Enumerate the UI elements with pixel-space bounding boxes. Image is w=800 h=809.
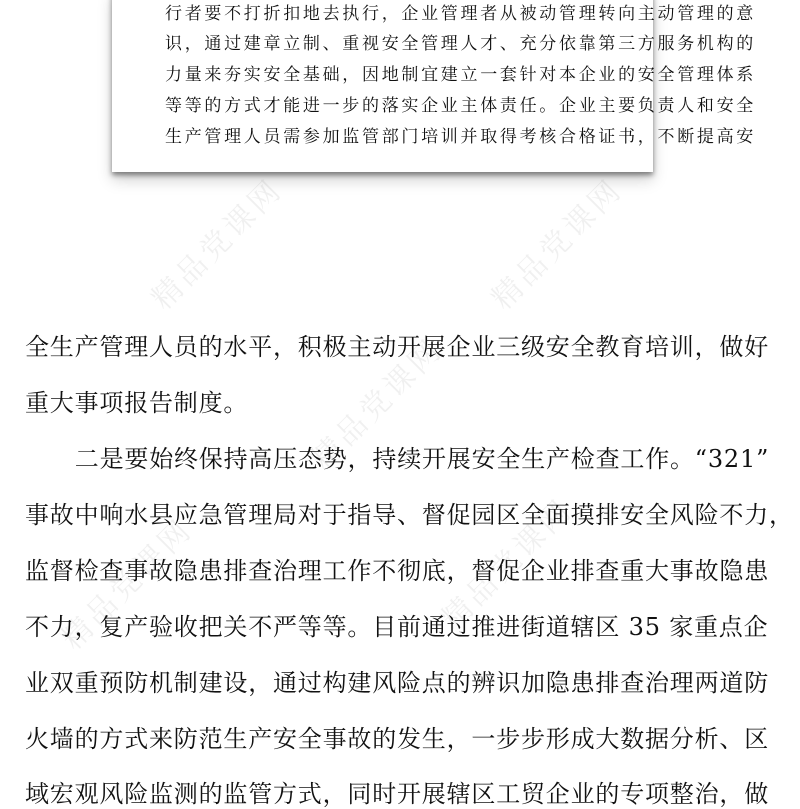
body-line: 事故中响水县应急管理局对于指导、督促园区全面摸排安全风险不力， — [25, 501, 794, 529]
body-line: 二是要始终保持高压态势，持续开展安全生产检查工作。“321” — [50, 445, 770, 473]
body-line: 监督检查事故隐患排查治理工作不彻底，督促企业排查重大事故隐患 — [25, 557, 769, 585]
embedded-page-image — [112, 0, 756, 172]
watermark: 精品党课网 — [304, 331, 450, 477]
watermark: 精品党课网 — [484, 171, 630, 317]
card-line: 识，通过建章立制、重视安全管理人才、充分依靠第三方服务机构的 — [165, 34, 756, 54]
body-line: 不力，复产验收把关不严等等。目前通过推进街道辖区 35 家重点企 — [25, 613, 769, 641]
body-line: 火墙的方式来防范生产安全事故的发生，一步步形成大数据分析、区 — [25, 725, 769, 753]
body-line: 域宏观风险监测的监管方式，同时开展辖区工贸企业的专项整治，做 — [25, 780, 769, 808]
watermark: 精品党课网 — [144, 171, 290, 317]
body-line: 业双重预防机制建设，通过构建风险点的辨识加隐患排查治理两道防 — [25, 669, 769, 697]
card-line: 力量来夯实安全基础，因地制宜建立一套针对本企业的安全管理体系 — [165, 65, 756, 85]
body-line: 全生产管理人员的水平，积极主动开展企业三级安全教育培训，做好 — [25, 333, 769, 361]
body-line: 重大事项报告制度。 — [25, 389, 249, 417]
card-line: 行者要不打折扣地去执行，企业管理者从被动管理转向主动管理的意 — [165, 4, 756, 24]
card-line: 生产管理人员需参加监管部门培训并取得考核合格证书，不断提高安 — [165, 127, 756, 147]
watermark: 精品党课网 — [54, 511, 200, 657]
watermark: 精品党课网 — [434, 491, 580, 637]
card-line: 等等的方式才能进一步的落实企业主体责任。企业主要负责人和安全 — [165, 96, 756, 116]
